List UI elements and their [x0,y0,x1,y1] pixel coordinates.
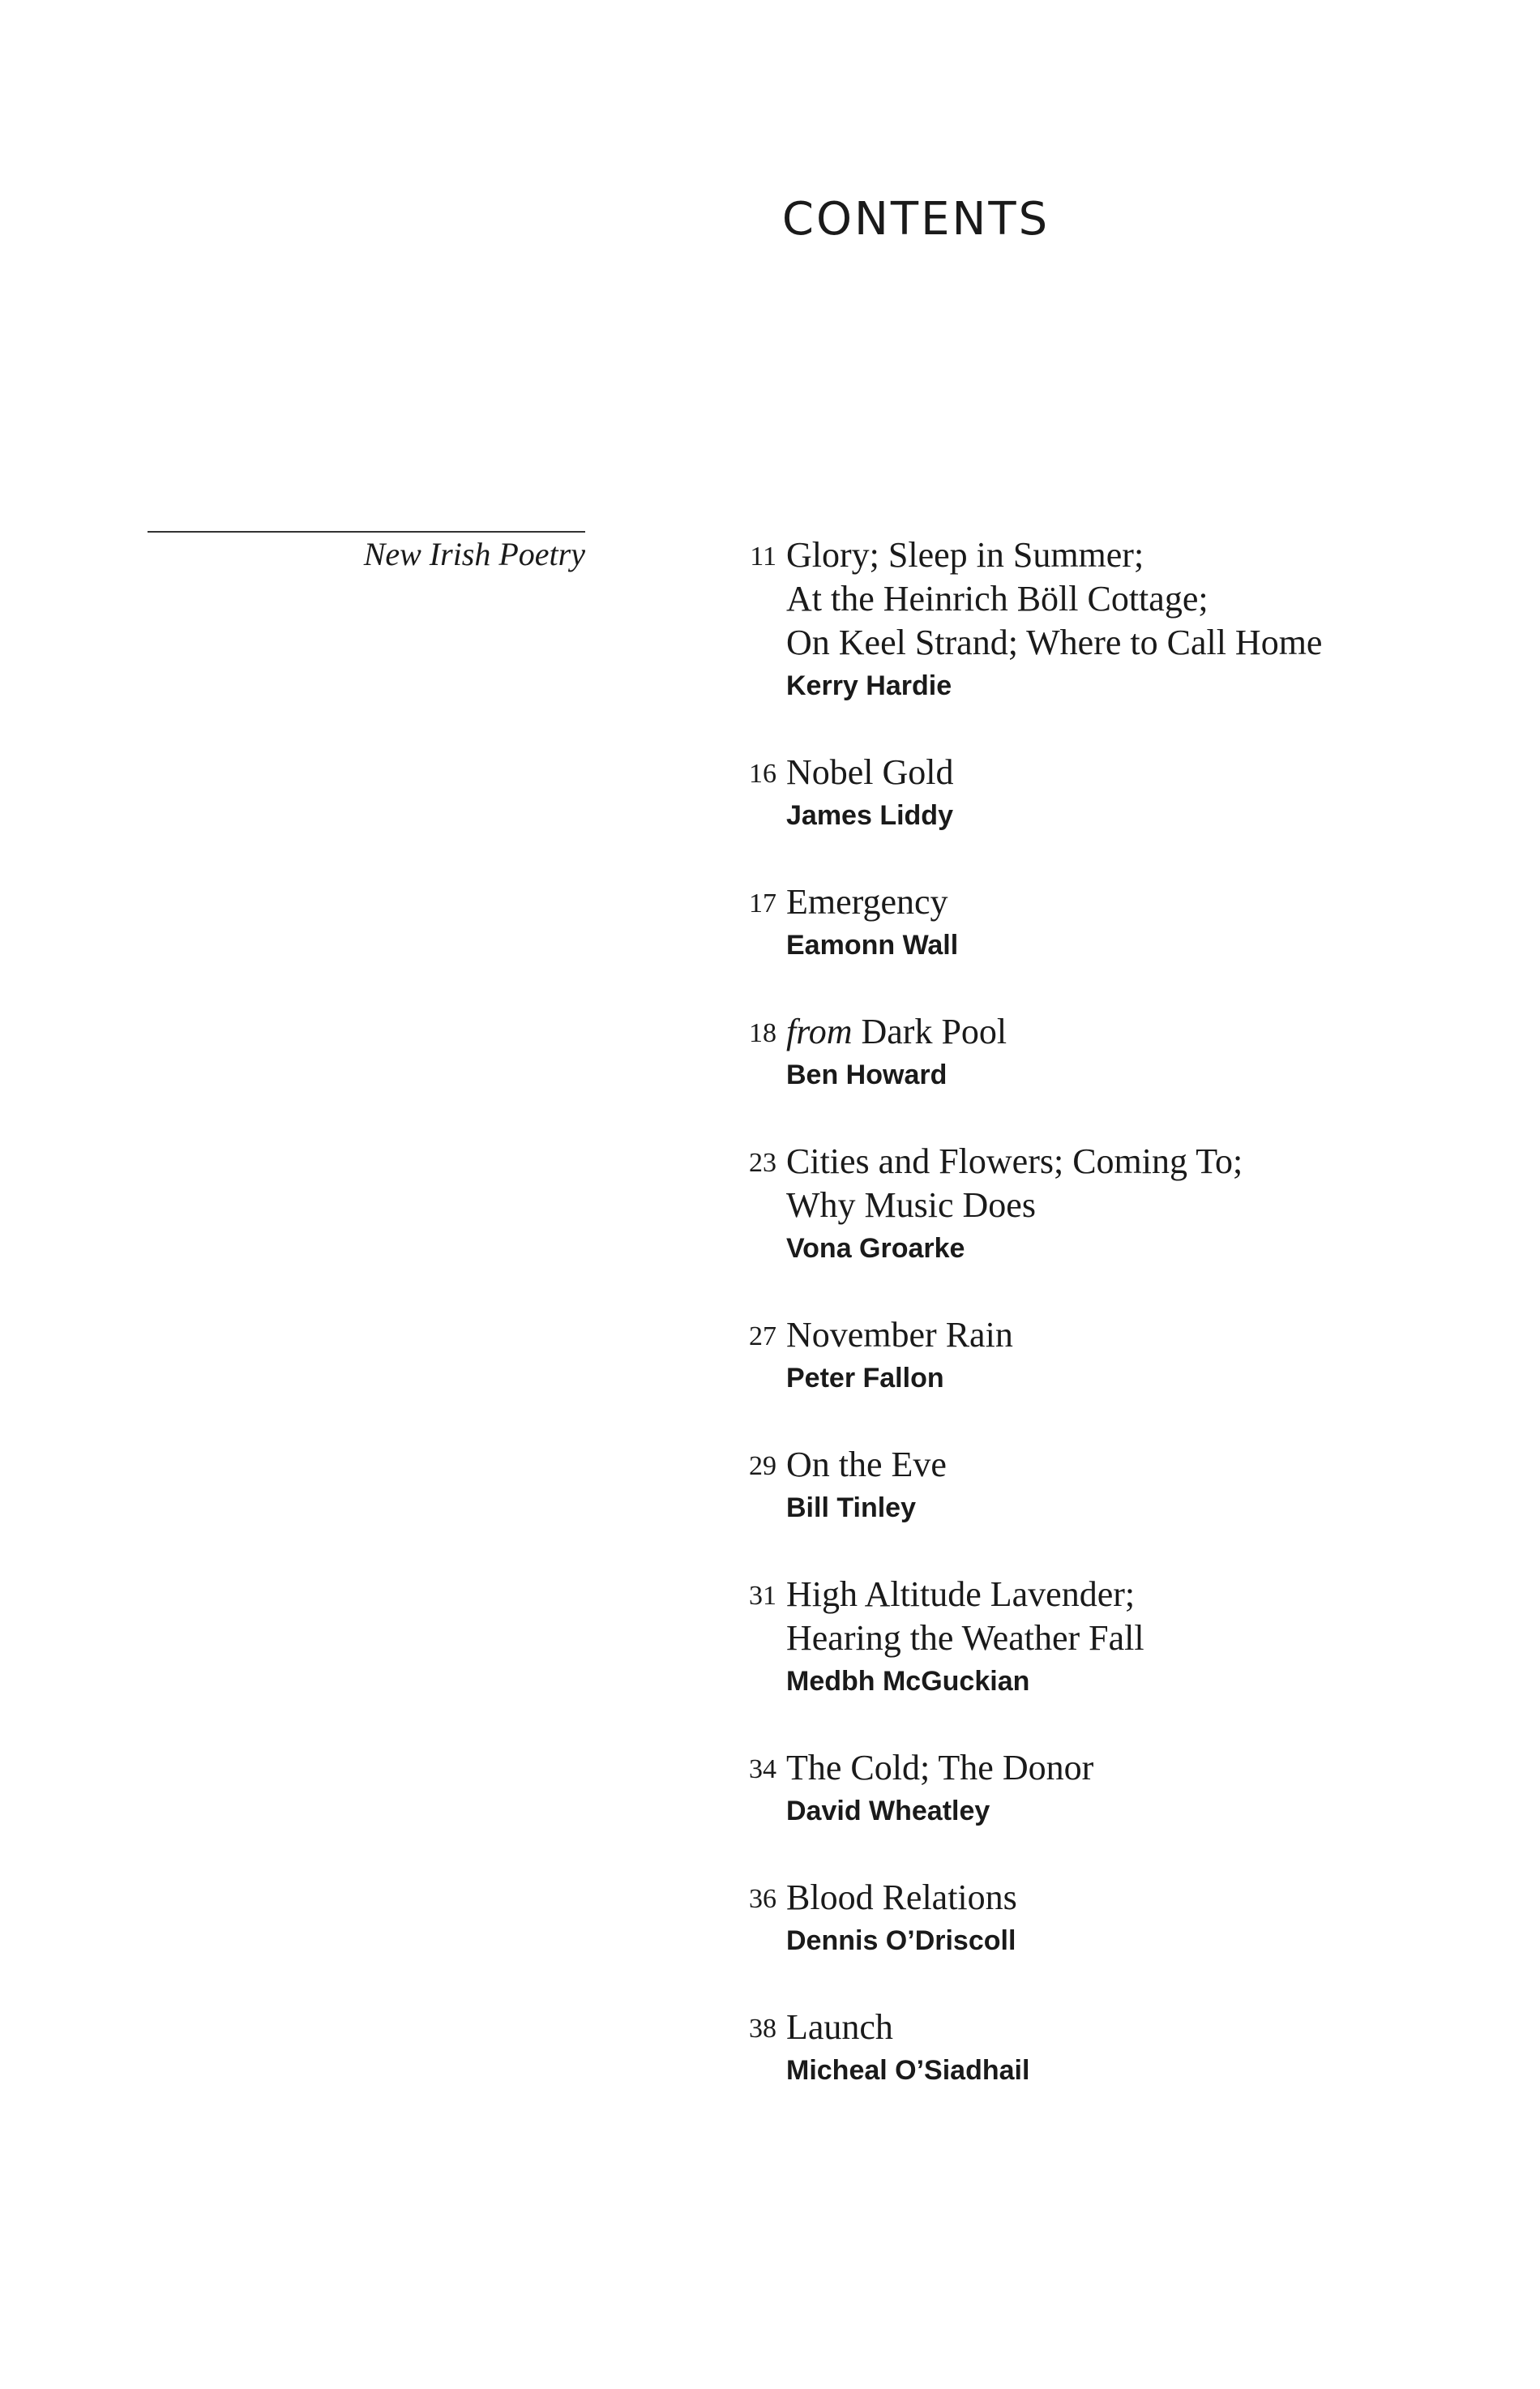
toc-title-prefix: from [786,1012,853,1051]
toc-entry-body [786,1876,1508,1962]
toc-page-number: 23 [749,1148,776,1178]
toc-entry-body [786,1746,1508,1832]
section-label: New Irish Poetry [363,536,585,572]
toc-entry-body [786,2006,1508,2091]
toc-author: Eamonn Wall [786,930,959,961]
toc-page-number: 16 [749,759,776,789]
toc-title-line: Launch [786,2007,893,2047]
toc-entry [697,2006,1508,2091]
toc-page-number: 31 [749,1581,776,1611]
toc-author: Kerry Hardie [786,670,952,701]
toc-page-number: 17 [749,888,776,918]
toc-page-number: 18 [749,1018,776,1048]
toc-title-line: Blood Relations [786,1877,1017,1917]
toc-title-line [786,1010,1508,1054]
toc-entry [697,1443,1508,1529]
toc-entry [697,880,1508,966]
toc-title-line: Emergency [786,882,948,922]
toc-entry-body [786,751,1508,837]
toc-entry-body [786,1573,1508,1702]
toc-page-number: 29 [749,1451,776,1481]
toc-author: Ben Howard [786,1060,948,1090]
page-title: CONTENTS [781,193,1050,246]
toc-entry [697,533,1508,707]
toc-entry [697,1573,1508,1702]
toc-title-line: On the Eve [786,1445,947,1484]
toc-entry [697,1746,1508,1832]
toc-author: James Liddy [786,800,953,831]
toc-page-number: 38 [749,2014,776,2044]
toc-title-line: Glory; Sleep in Summer; [786,535,1144,575]
toc-title-line: Nobel Gold [786,752,954,792]
toc-entry [697,1010,1508,1096]
toc-entry-body [786,1010,1508,1096]
toc-title-line: The Cold; The Donor [786,1748,1094,1787]
toc-entry-body [786,1443,1508,1529]
toc-title-line: Hearing the Weather Fall [786,1618,1144,1658]
toc-title-line: High Altitude Lavender; [786,1574,1136,1614]
toc-page-number: 11 [750,542,776,572]
toc-author: Vona Groarke [786,1233,965,1264]
toc-author: Micheal O’Siadhail [786,2055,1030,2086]
toc-title-line: Cities and Flowers; Coming To; [786,1141,1243,1181]
toc-title-line: November Rain [786,1315,1013,1355]
toc-author: Bill Tinley [786,1492,916,1523]
toc-entry [697,1876,1508,1962]
toc-entry [697,1313,1508,1399]
toc-entry [697,1140,1508,1269]
section-rule [148,531,585,533]
toc-entry [697,751,1508,837]
toc-entry-body [786,880,1508,966]
toc-page-number: 36 [749,1884,776,1914]
toc-author: Peter Fallon [786,1363,944,1394]
toc-author: David Wheatley [786,1796,990,1826]
toc-page-number: 34 [749,1754,776,1784]
toc-entry-body [786,1140,1508,1269]
toc-page-number: 27 [749,1321,776,1351]
toc-list [697,533,1508,2135]
toc-title-text: Dark Pool [861,1012,1007,1051]
toc-title-line: Why Music Does [786,1185,1036,1225]
toc-title-line: On Keel Strand; Where to Call Home [786,623,1323,662]
toc-title-line: At the Heinrich Böll Cottage; [786,579,1208,619]
toc-author: Dennis O’Driscoll [786,1925,1016,1956]
toc-entry-body [786,1313,1508,1399]
toc-author: Medbh McGuckian [786,1666,1030,1697]
toc-entry-body [786,533,1508,707]
